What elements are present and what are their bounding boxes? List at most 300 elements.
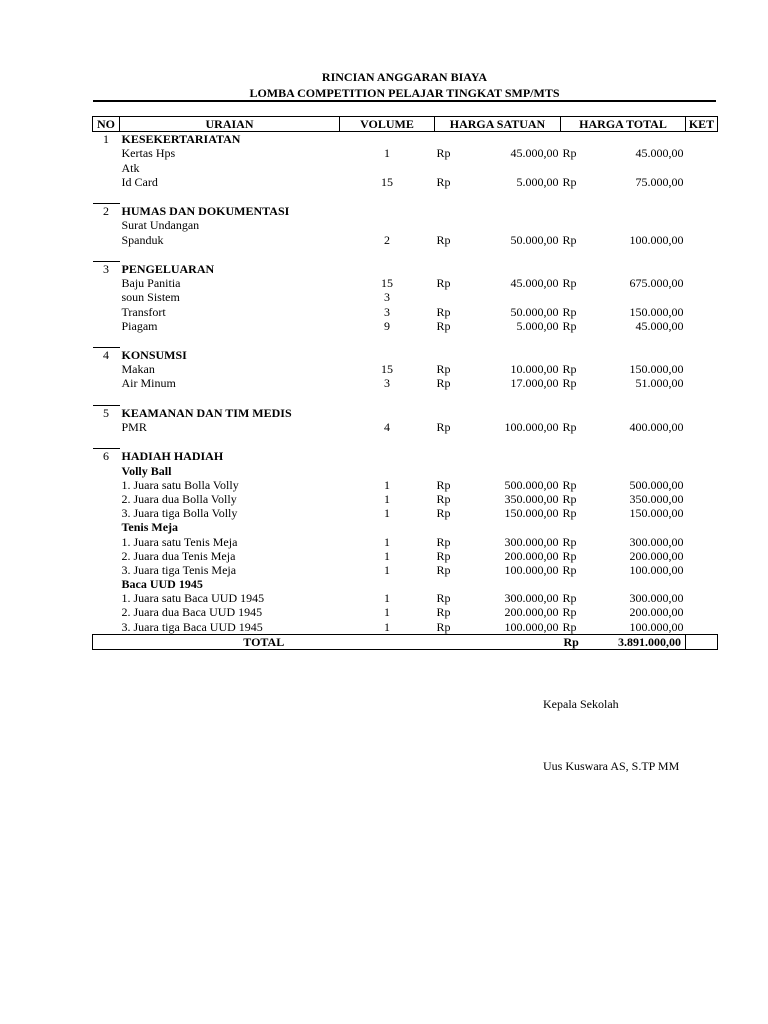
remarks-cell xyxy=(686,563,718,577)
unit-price-currency: Rp xyxy=(436,534,451,549)
row-number xyxy=(93,233,120,247)
header-volume: VOLUME xyxy=(340,117,435,132)
item-description: PMR xyxy=(121,420,147,435)
item-volume: 3 xyxy=(384,376,390,391)
remarks-cell xyxy=(686,333,718,348)
row-number xyxy=(93,605,120,619)
total-price-value xyxy=(585,189,686,204)
row-number: 6 xyxy=(93,449,120,464)
unit-price-value: 100.000,00 xyxy=(504,562,559,577)
total-price-value xyxy=(585,577,686,591)
unit-price-value xyxy=(459,577,561,591)
total-price-currency xyxy=(561,391,585,406)
remarks-cell xyxy=(686,391,718,406)
row-number xyxy=(93,492,120,506)
item-description: HADIAH HADIAH xyxy=(121,449,224,464)
table-row xyxy=(93,620,718,635)
row-number xyxy=(93,506,120,520)
item-volume: 9 xyxy=(384,318,390,333)
unit-price-currency: Rp xyxy=(436,232,451,247)
total-price-currency xyxy=(561,405,585,420)
table-row xyxy=(93,276,718,290)
total-price-currency xyxy=(561,577,585,591)
table-row xyxy=(93,304,718,318)
row-number xyxy=(93,620,120,635)
item-description: 2. Juara dua Bolla Volly xyxy=(121,491,237,506)
row-number xyxy=(93,362,120,376)
total-price-currency xyxy=(561,189,585,204)
total-price-value: 400.000,00 xyxy=(629,420,684,435)
item-description: KESEKERTARIATAN xyxy=(121,132,241,147)
unit-price-currency xyxy=(435,520,459,534)
total-price-currency: Rp xyxy=(562,146,577,161)
total-price-currency xyxy=(561,132,585,147)
unit-price-value xyxy=(459,464,561,478)
table-header-row xyxy=(93,117,718,132)
total-price-currency: Rp xyxy=(562,605,577,620)
row-number xyxy=(93,549,120,563)
total-price-value xyxy=(585,449,686,464)
item-volume xyxy=(340,520,435,534)
table-row xyxy=(93,161,718,175)
item-description: Makan xyxy=(121,362,155,377)
unit-price-value: 200.000,00 xyxy=(504,548,559,563)
item-description xyxy=(120,434,340,449)
item-volume: 1 xyxy=(384,619,390,634)
remarks-cell xyxy=(686,492,718,506)
total-price-value xyxy=(585,204,686,219)
spacer-row xyxy=(93,247,718,262)
total-row xyxy=(93,634,718,649)
section-header-row xyxy=(93,405,718,420)
unit-price-value: 300.000,00 xyxy=(504,591,559,606)
spacer-row xyxy=(93,333,718,348)
total-price-value: 45.000,00 xyxy=(635,318,684,333)
item-description: 3. Juara tiga Tenis Meja xyxy=(121,562,237,577)
unit-price-value xyxy=(459,520,561,534)
remarks-cell xyxy=(686,218,718,232)
title-underline xyxy=(93,100,716,102)
item-volume: 15 xyxy=(381,276,393,291)
item-volume xyxy=(340,204,435,219)
total-price-value: 51.000,00 xyxy=(635,376,684,391)
row-number xyxy=(93,175,120,189)
table-row xyxy=(93,362,718,376)
row-number: 1 xyxy=(93,132,120,147)
section-header-row xyxy=(93,449,718,464)
remarks-cell xyxy=(686,161,718,175)
total-price-value xyxy=(585,520,686,534)
table-row xyxy=(93,534,718,548)
remarks-cell xyxy=(686,146,718,160)
item-volume: 1 xyxy=(384,562,390,577)
item-description: Air Minum xyxy=(121,376,176,391)
signature-name: Uus Kuswara AS, S.TP MM xyxy=(543,759,680,773)
row-number xyxy=(93,276,120,290)
item-description: Baca UUD 1945 xyxy=(121,577,203,592)
item-volume xyxy=(340,577,435,591)
item-volume: 1 xyxy=(384,491,390,506)
item-volume xyxy=(340,348,435,363)
subsection-row xyxy=(93,577,718,591)
unit-price-value xyxy=(459,333,561,348)
total-price-value xyxy=(585,348,686,363)
row-number: 3 xyxy=(93,261,120,276)
unit-price-currency xyxy=(435,449,459,464)
row-number xyxy=(93,478,120,492)
table-row xyxy=(93,233,718,247)
unit-price-currency: Rp xyxy=(436,491,451,506)
total-blank xyxy=(435,634,561,649)
unit-price-currency xyxy=(435,218,459,232)
unit-price-currency: Rp xyxy=(436,146,451,161)
item-volume: 2 xyxy=(384,232,390,247)
unit-price-value: 10.000,00 xyxy=(510,362,559,377)
row-number xyxy=(93,376,120,390)
total-price-currency: Rp xyxy=(562,276,577,291)
unit-price-currency xyxy=(435,161,459,175)
row-number xyxy=(93,304,120,318)
total-price-currency: Rp xyxy=(562,506,577,521)
table-row xyxy=(93,146,718,160)
item-volume xyxy=(340,247,435,262)
document-title: RINCIAN ANGGARAN BIAYA xyxy=(321,70,488,84)
total-price-value: 100.000,00 xyxy=(629,562,684,577)
item-volume: 1 xyxy=(384,477,390,492)
unit-price-currency xyxy=(435,577,459,591)
item-description: Surat Undangan xyxy=(121,218,200,233)
item-volume xyxy=(340,189,435,204)
item-description: Volly Ball xyxy=(121,463,172,478)
table-row xyxy=(93,506,718,520)
unit-price-currency: Rp xyxy=(436,376,451,391)
unit-price-currency: Rp xyxy=(436,304,451,319)
total-price-value xyxy=(585,247,686,262)
item-volume xyxy=(340,391,435,406)
unit-price-currency: Rp xyxy=(436,362,451,377)
total-price-value: 150.000,00 xyxy=(629,304,684,319)
item-description: 2. Juara dua Baca UUD 1945 xyxy=(121,605,263,620)
item-description: 1. Juara satu Baca UUD 1945 xyxy=(121,591,265,606)
table-row xyxy=(93,218,718,232)
item-volume xyxy=(340,405,435,420)
total-value: 3.891.000,00 xyxy=(585,634,686,649)
item-volume xyxy=(340,449,435,464)
unit-price-currency: Rp xyxy=(436,605,451,620)
total-price-currency: Rp xyxy=(562,562,577,577)
total-price-currency xyxy=(561,290,585,304)
remarks-cell xyxy=(686,132,718,147)
table-row xyxy=(93,549,718,563)
item-volume xyxy=(340,333,435,348)
remarks-cell xyxy=(686,549,718,563)
row-number: 4 xyxy=(93,348,120,363)
row-number: 2 xyxy=(93,204,120,219)
total-label: TOTAL xyxy=(93,634,435,649)
table-row xyxy=(93,605,718,619)
remarks-cell xyxy=(686,261,718,276)
unit-price-currency: Rp xyxy=(436,562,451,577)
unit-price-value: 300.000,00 xyxy=(504,534,559,549)
total-price-currency xyxy=(561,434,585,449)
item-description: 1. Juara satu Tenis Meja xyxy=(121,534,238,549)
item-volume xyxy=(340,434,435,449)
table-row xyxy=(93,478,718,492)
total-price-currency xyxy=(561,333,585,348)
item-description: Transfort xyxy=(121,304,166,319)
item-volume xyxy=(340,261,435,276)
header-uraian: URAIAN xyxy=(120,117,340,132)
total-price-currency xyxy=(561,464,585,478)
remarks-cell xyxy=(686,290,718,304)
total-price-currency xyxy=(561,261,585,276)
item-description: HUMAS DAN DOKUMENTASI xyxy=(121,203,290,218)
item-description: Id Card xyxy=(121,174,158,189)
item-description: 2. Juara dua Tenis Meja xyxy=(121,548,236,563)
item-description: soun Sistem xyxy=(121,290,180,305)
total-price-currency: Rp xyxy=(562,174,577,189)
item-volume xyxy=(340,161,435,175)
remarks-cell xyxy=(686,420,718,434)
total-price-currency: Rp xyxy=(562,232,577,247)
unit-price-value xyxy=(459,449,561,464)
item-description: Kertas Hps xyxy=(121,146,176,161)
total-price-currency: Rp xyxy=(562,477,577,492)
remarks-cell xyxy=(686,634,718,649)
total-price-currency: Rp xyxy=(562,591,577,606)
unit-price-value: 5.000,00 xyxy=(516,318,559,333)
total-price-currency: Rp xyxy=(562,491,577,506)
unit-price-currency xyxy=(435,132,459,147)
total-price-value xyxy=(585,434,686,449)
unit-price-currency xyxy=(435,261,459,276)
unit-price-value xyxy=(459,290,561,304)
remarks-cell xyxy=(686,464,718,478)
total-price-currency xyxy=(561,247,585,262)
row-number xyxy=(93,434,120,449)
total-price-currency xyxy=(561,520,585,534)
item-description: 3. Juara tiga Baca UUD 1945 xyxy=(121,619,263,634)
signature-role: Kepala Sekolah xyxy=(543,697,619,711)
item-description: KONSUMSI xyxy=(121,347,187,362)
unit-price-value xyxy=(459,391,561,406)
row-number xyxy=(93,563,120,577)
remarks-cell xyxy=(686,434,718,449)
total-price-value: 350.000,00 xyxy=(629,491,684,506)
remarks-cell xyxy=(686,534,718,548)
unit-price-value: 50.000,00 xyxy=(510,232,559,247)
remarks-cell xyxy=(686,376,718,390)
row-number xyxy=(93,247,120,262)
item-volume xyxy=(340,464,435,478)
total-price-currency xyxy=(561,161,585,175)
item-description: PENGELUARAN xyxy=(121,261,215,276)
table-row xyxy=(93,591,718,605)
unit-price-value xyxy=(459,261,561,276)
unit-price-value xyxy=(459,348,561,363)
row-number xyxy=(93,520,120,534)
header-no: NO xyxy=(93,117,120,132)
total-price-currency: Rp xyxy=(562,304,577,319)
table-row xyxy=(93,290,718,304)
unit-price-value: 200.000,00 xyxy=(504,605,559,620)
remarks-cell xyxy=(686,520,718,534)
remarks-cell xyxy=(686,478,718,492)
item-description: Baju Panitia xyxy=(121,276,181,291)
remarks-cell xyxy=(686,233,718,247)
unit-price-currency xyxy=(435,333,459,348)
unit-price-currency: Rp xyxy=(436,506,451,521)
item-description xyxy=(120,391,340,406)
unit-price-currency: Rp xyxy=(436,420,451,435)
total-price-value: 300.000,00 xyxy=(629,591,684,606)
total-price-value: 75.000,00 xyxy=(635,174,684,189)
item-volume: 15 xyxy=(381,174,393,189)
unit-price-value: 45.000,00 xyxy=(510,276,559,291)
unit-price-value: 50.000,00 xyxy=(510,304,559,319)
item-volume: 1 xyxy=(384,534,390,549)
header-harga-total: HARGA TOTAL xyxy=(561,117,686,132)
unit-price-currency: Rp xyxy=(436,174,451,189)
total-price-currency: Rp xyxy=(562,548,577,563)
table-row xyxy=(93,492,718,506)
remarks-cell xyxy=(686,348,718,363)
total-currency: Rp xyxy=(561,634,585,649)
table-row xyxy=(93,376,718,390)
table-row xyxy=(93,563,718,577)
total-price-value xyxy=(585,391,686,406)
item-description: 3. Juara tiga Bolla Volly xyxy=(121,506,238,521)
unit-price-currency: Rp xyxy=(436,619,451,634)
row-number xyxy=(93,534,120,548)
total-price-value xyxy=(585,132,686,147)
remarks-cell xyxy=(686,405,718,420)
item-volume: 1 xyxy=(384,548,390,563)
unit-price-value xyxy=(459,405,561,420)
item-volume: 1 xyxy=(384,591,390,606)
item-volume: 3 xyxy=(384,304,390,319)
remarks-cell xyxy=(686,204,718,219)
document-subtitle: LOMBA COMPETITION PELAJAR TINGKAT SMP/MTS xyxy=(249,86,560,100)
unit-price-currency xyxy=(435,204,459,219)
unit-price-currency xyxy=(435,189,459,204)
section-header-row xyxy=(93,132,718,147)
total-price-value: 45.000,00 xyxy=(635,146,684,161)
table-row xyxy=(93,420,718,434)
spacer-row xyxy=(93,189,718,204)
spacer-row xyxy=(93,434,718,449)
item-volume: 1 xyxy=(384,605,390,620)
remarks-cell xyxy=(686,620,718,635)
subsection-row xyxy=(93,464,718,478)
total-price-value: 200.000,00 xyxy=(629,548,684,563)
remarks-cell xyxy=(686,247,718,262)
remarks-cell xyxy=(686,362,718,376)
remarks-cell xyxy=(686,591,718,605)
item-description xyxy=(120,333,340,348)
unit-price-currency xyxy=(435,464,459,478)
total-price-value: 300.000,00 xyxy=(629,534,684,549)
remarks-cell xyxy=(686,506,718,520)
unit-price-currency xyxy=(435,247,459,262)
row-number xyxy=(93,577,120,591)
spacer-row xyxy=(93,391,718,406)
total-price-value xyxy=(585,161,686,175)
total-price-value xyxy=(585,405,686,420)
total-price-value xyxy=(585,333,686,348)
row-number xyxy=(93,391,120,406)
remarks-cell xyxy=(686,189,718,204)
total-price-value: 675.000,00 xyxy=(629,276,684,291)
row-number xyxy=(93,591,120,605)
row-number: 5 xyxy=(93,405,120,420)
row-number xyxy=(93,189,120,204)
row-number xyxy=(93,319,120,333)
remarks-cell xyxy=(686,175,718,189)
total-price-value: 500.000,00 xyxy=(629,477,684,492)
item-volume: 1 xyxy=(384,146,390,161)
subsection-row xyxy=(93,520,718,534)
unit-price-value xyxy=(459,189,561,204)
row-number xyxy=(93,420,120,434)
unit-price-value: 45.000,00 xyxy=(510,146,559,161)
unit-price-currency xyxy=(435,434,459,449)
row-number xyxy=(93,146,120,160)
header-ket: KET xyxy=(686,117,718,132)
item-description: KEAMANAN DAN TIM MEDIS xyxy=(121,405,292,420)
total-price-currency: Rp xyxy=(562,420,577,435)
item-description xyxy=(120,247,340,262)
total-price-value: 150.000,00 xyxy=(629,362,684,377)
row-number xyxy=(93,333,120,348)
table-row xyxy=(93,319,718,333)
total-price-value: 100.000,00 xyxy=(629,619,684,634)
total-price-currency xyxy=(561,204,585,219)
item-volume xyxy=(340,132,435,147)
total-price-currency xyxy=(561,449,585,464)
remarks-cell xyxy=(686,577,718,591)
item-volume: 3 xyxy=(384,290,390,305)
item-description: Atk xyxy=(121,160,140,175)
unit-price-currency xyxy=(435,290,459,304)
remarks-cell xyxy=(686,319,718,333)
total-price-value: 100.000,00 xyxy=(629,232,684,247)
total-price-currency: Rp xyxy=(562,619,577,634)
unit-price-currency: Rp xyxy=(436,276,451,291)
unit-price-value xyxy=(459,132,561,147)
item-description xyxy=(120,189,340,204)
unit-price-value: 17.000,00 xyxy=(510,376,559,391)
section-header-row xyxy=(93,261,718,276)
item-description: Tenis Meja xyxy=(121,520,179,535)
total-price-currency: Rp xyxy=(562,376,577,391)
unit-price-currency: Rp xyxy=(436,318,451,333)
total-price-value xyxy=(585,218,686,232)
total-price-currency: Rp xyxy=(562,362,577,377)
remarks-cell xyxy=(686,605,718,619)
row-number xyxy=(93,464,120,478)
total-price-value xyxy=(585,261,686,276)
total-price-currency: Rp xyxy=(562,534,577,549)
item-description: 1. Juara satu Bolla Volly xyxy=(121,477,239,492)
item-volume: 1 xyxy=(384,506,390,521)
item-description: Spanduk xyxy=(121,232,164,247)
unit-price-value: 5.000,00 xyxy=(516,174,559,189)
unit-price-value xyxy=(459,247,561,262)
row-number xyxy=(93,161,120,175)
item-volume xyxy=(340,218,435,232)
unit-price-currency: Rp xyxy=(436,477,451,492)
